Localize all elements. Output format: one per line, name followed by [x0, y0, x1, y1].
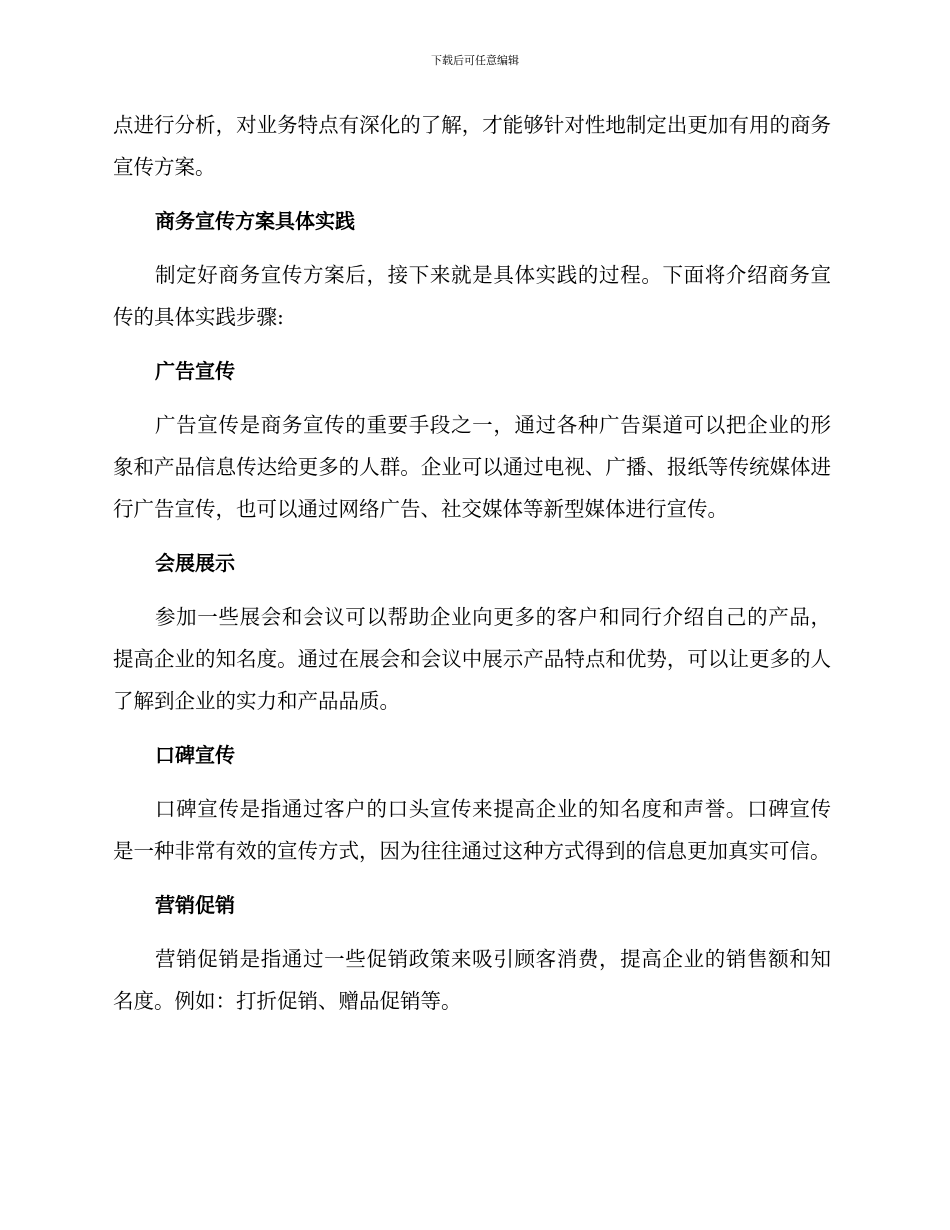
word-of-mouth-paragraph: 口碑宣传是指通过客户的口头宣传来提高企业的知名度和声誉。口碑宣传是一种非常有效的宣传方式，因为往往通过这种方式得到的信息更加真实可信。	[113, 797, 831, 863]
expo-heading: 会展展示	[155, 551, 235, 575]
promotion-paragraph: 营销促销是指通过一些促销政策来吸引顾客消费，提高企业的销售额和知名度。例如：打折促销、赠品促销等。	[113, 947, 831, 1013]
document-body	[113, 104, 831, 1022]
intro-paragraph: 点进行分析，对业务特点有深化的了解，才能够针对性地制定出更加有用的商务宣传方案。	[113, 113, 831, 179]
word-of-mouth-heading: 口碑宣传	[155, 743, 235, 767]
expo-paragraph: 参加一些展会和会议可以帮助企业向更多的客户和同行介绍自己的产品，提高企业的知名度。通过在展会和会议中展示产品特点和优势，可以让更多的人了解到企业的实力和产品品质。	[113, 605, 831, 713]
ad-heading: 广告宣传	[155, 359, 235, 383]
practice-heading: 商务宣传方案具体实践	[155, 209, 355, 233]
promotion-heading: 营销促销	[155, 893, 235, 917]
ad-paragraph: 广告宣传是商务宣传的重要手段之一，通过各种广告渠道可以把企业的形象和产品信息传达给更多的人群。企业可以通过电视、广播、报纸等传统媒体进行广告宣传，也可以通过网络广告、社交媒体等新型媒体进行宣传。	[113, 413, 831, 521]
page-header: 下载后可任意编辑	[431, 54, 519, 67]
practice-paragraph: 制定好商务宣传方案后，接下来就是具体实践的过程。下面将介绍商务宣传的具体实践步骤:	[113, 263, 831, 329]
